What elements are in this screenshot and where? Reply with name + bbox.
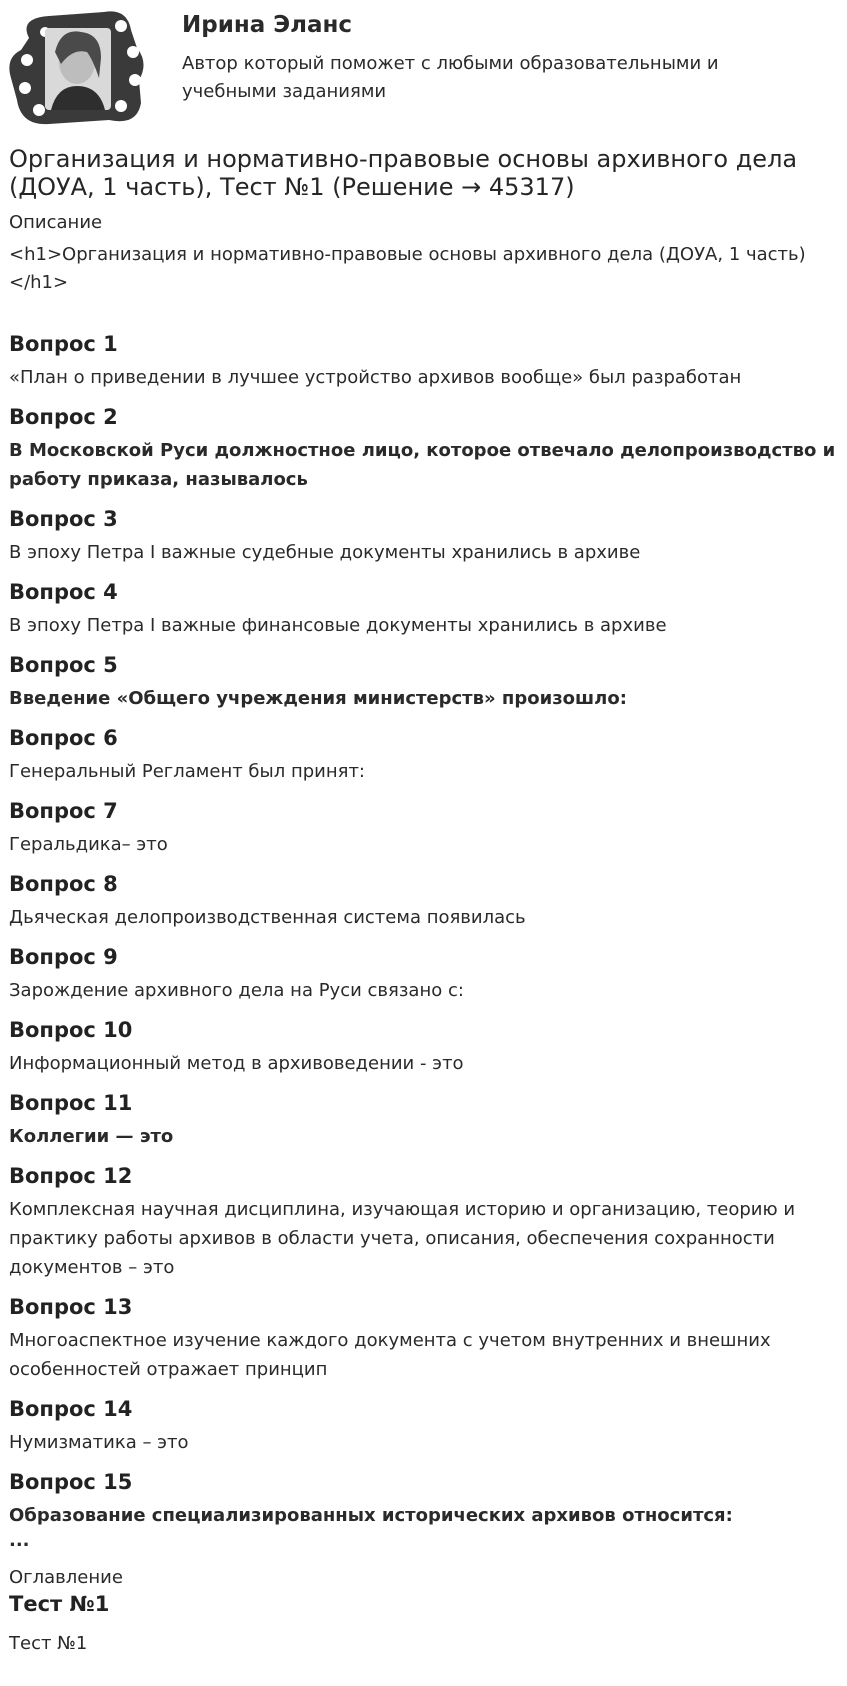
question-item — [9, 506, 839, 567]
question-text: Комплексная научная дисциплина, изучающая историю и организацию, теорию и практику работы архивов в области учета, описания, обеспечения сохранности документов – это — [9, 1199, 796, 1278]
question-text: Информационный метод в архивоведении - это — [9, 1053, 464, 1074]
question-text: Коллегии — это — [9, 1126, 174, 1147]
question-text: Введение «Общего учреждения министерств» произошло: — [9, 688, 627, 709]
question-title: Вопрос 1 — [9, 332, 118, 356]
question-title: Вопрос 11 — [9, 1091, 133, 1115]
question-item — [9, 652, 839, 713]
question-item — [9, 725, 839, 786]
question-text: Нумизматика – это — [9, 1432, 189, 1453]
toc-item[interactable]: Тест №1 — [9, 1633, 88, 1654]
question-item — [9, 331, 839, 392]
toc-label: Оглавление — [9, 1567, 123, 1588]
question-title: Вопрос 2 — [9, 405, 118, 429]
question-text: Геральдика– это — [9, 834, 168, 855]
author-name[interactable]: Ирина Эланс — [182, 12, 353, 38]
author-avatar-icon[interactable] — [9, 8, 151, 126]
question-item — [9, 579, 839, 640]
question-item — [9, 871, 839, 932]
question-text: Генеральный Регламент был принят: — [9, 761, 365, 782]
questions-list — [9, 331, 839, 1542]
question-title: Вопрос 10 — [9, 1018, 133, 1042]
question-text: В Московской Руси должностное лицо, которое отвечало делопроизводство и работу приказа, называлось — [9, 440, 836, 490]
question-title: Вопрос 15 — [9, 1470, 133, 1494]
question-text: Зарождение архивного дела на Руси связано с: — [9, 980, 464, 1001]
author-description: Автор который поможет с любыми образовательными и учебными заданиями — [182, 53, 719, 102]
question-title: Вопрос 6 — [9, 726, 118, 750]
question-text: «План о приведении в лучшее устройство архивов вообще» был разработан — [9, 367, 742, 388]
description-label: Описание — [9, 212, 103, 233]
question-item — [9, 1396, 839, 1457]
question-text: Образование специализированных исторических архивов относится: — [9, 1505, 733, 1526]
author-block — [9, 6, 839, 124]
question-item — [9, 944, 839, 1005]
question-title: Вопрос 9 — [9, 945, 118, 969]
question-text: В эпоху Петра I важные финансовые документы хранились в архиве — [9, 615, 667, 636]
question-title: Вопрос 8 — [9, 872, 118, 896]
more-ellipsis: ... — [9, 1530, 30, 1551]
question-item — [9, 798, 839, 859]
question-title: Вопрос 7 — [9, 799, 118, 823]
question-item — [9, 1294, 839, 1384]
question-item — [9, 1469, 839, 1530]
description-text: <h1>Организация и нормативно-правовые основы архивного дела (ДОУА, 1 часть)</h1> — [9, 244, 806, 293]
question-text: В эпоху Петра I важные судебные документы хранились в архиве — [9, 542, 641, 563]
question-item — [9, 1090, 839, 1151]
question-item — [9, 1163, 839, 1282]
page-title: Организация и нормативно-правовые основы архивного дела (ДОУА, 1 часть), Тест №1 (Решение → 45317) — [9, 145, 798, 201]
question-title: Вопрос 3 — [9, 507, 118, 531]
question-text: Дьяческая делопроизводственная система появилась — [9, 907, 526, 928]
question-title: Вопрос 13 — [9, 1295, 133, 1319]
question-title: Вопрос 5 — [9, 653, 118, 677]
question-text: Многоаспектное изучение каждого документа с учетом внутренних и внешних особенностей отражает принцип — [9, 1330, 771, 1380]
question-title: Вопрос 14 — [9, 1397, 133, 1421]
question-title: Вопрос 12 — [9, 1164, 133, 1188]
question-item — [9, 404, 839, 494]
toc-heading: Тест №1 — [9, 1592, 110, 1616]
question-item — [9, 1017, 839, 1078]
question-title: Вопрос 4 — [9, 580, 118, 604]
